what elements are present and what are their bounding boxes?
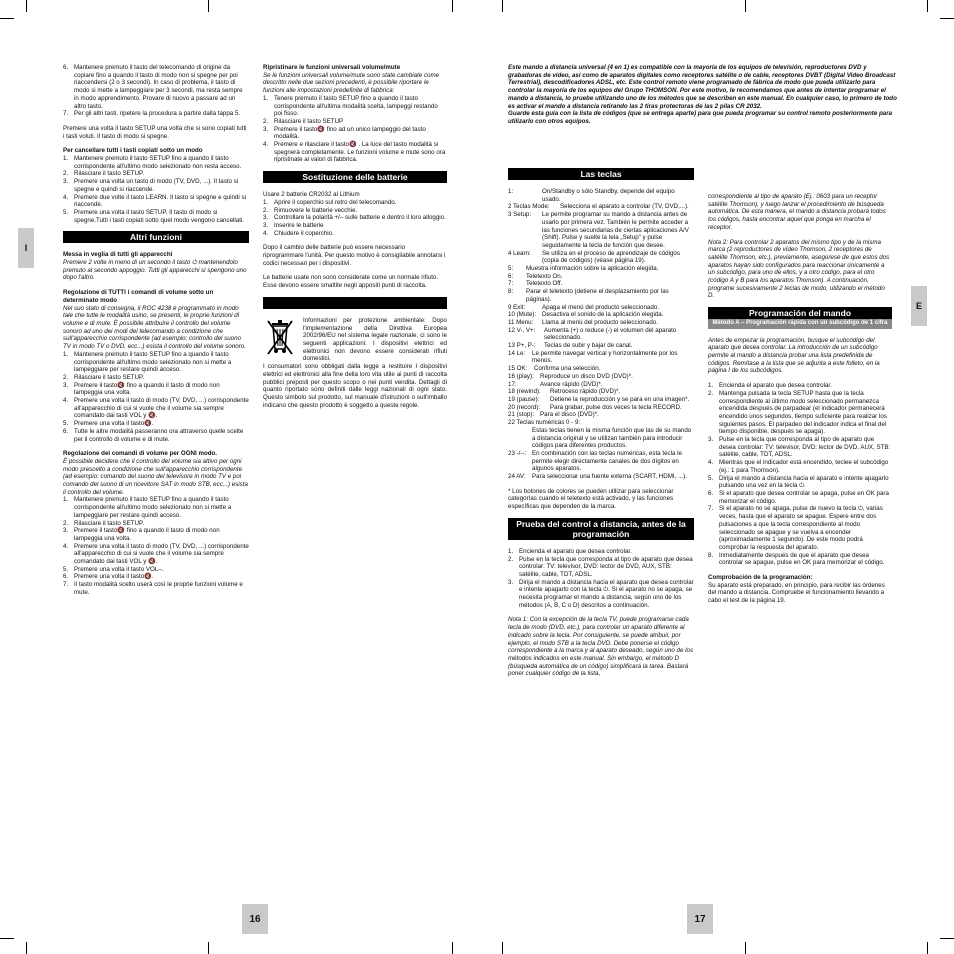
- battery-steps-list: [263, 199, 447, 238]
- crop-mark: [940, 18, 954, 19]
- paragraph: Antes de empezar la programación, busque el subcódigo del aparato que desea controlar. La introducción de un subcódigo permite al mando a distancia probar una lista predefinida de códigos. Remítase a la lista que se adjunta a este folleto, en la página I de los subcódigos.: [708, 336, 880, 375]
- weee-text-top: Informazioni per protezione ambientale: Dopo l'implementazione della Direttiva Europea 2002/96/EU nel sistema legale nazionale, ci sono le seguenti applicazioni: I dispositivi elettrici ed elettronici non devono essere considerati rifiuti domestici.: [303, 316, 447, 363]
- list-item: 3. Dirija el mando a distancia hacia el aparato que desea controlar e intente apagarlo con la tecla ⏻. Si el aparato no se apaga, se necesita programar el mando a distancia, según uno de los métodos (A, B, C o D) descritos a continuación.: [508, 578, 694, 609]
- crop-mark: [0, 18, 14, 19]
- learn-steps-list: [63, 64, 249, 118]
- page-number: 16: [242, 904, 268, 934]
- right-page: [477, 0, 954, 954]
- crop-mark: [502, 0, 503, 12]
- list-item: 1. Mantenere premuto il tasto SETUP fino a quando il tasto corrispondente all'ultimo modo selezionato non si mette a lampeggiare per restare quindi acceso.: [63, 496, 232, 519]
- footnote: * Los botones de colores se pueden utilizar para seleccionar categorías cuando el teletexto está activado, y las funciones específicas que dependen de la marca.: [508, 487, 674, 511]
- list-item: 4. Mientras que el indicador está encendido, teclee el subcódigo (ej.: 1 para Thomson).: [708, 459, 889, 474]
- section-header-batterie: Sostituzione delle batterie: [263, 171, 447, 183]
- list-item: 6. Tutte le altre modalità passeranno ora attraverso quelle scelte per il controllo di volume e di mute.: [63, 427, 244, 443]
- paragraph: Usare 2 batterie CR2032 al Lithium: [263, 191, 360, 199]
- key-row: 22 Teclas numéricas 0 - 9: Estas teclas tienen la misma función que las de su mando a distancia original y se utilizan también para introducir códigos para diferentes productos.: [508, 419, 692, 450]
- list-item: 6. Premere una volta il tasto🔇.: [63, 573, 154, 581]
- left-column-1: [63, 64, 249, 604]
- right-column-2: [708, 193, 892, 605]
- list-item: 2. Rimuovere le batterie vecchie.: [263, 206, 358, 214]
- list-item: 7. Il tasto modalità scelto userà così le proprie funzioni volume e mute.: [63, 581, 243, 596]
- section-title: Per cancellare tutti i tasti copiati sotto un modo: [63, 147, 203, 155]
- key-row: 2 Teclas Mode: Selecciona el aparato a controlar (TV, DVD,...).: [508, 203, 689, 211]
- list-item: 4. Premere e rilasciare il tasto🔇 . La luce del tasto modalità si spegnerà completamente. Le funzioni volume e mute sono ora ripristinate ai valori di fabbrica.: [263, 141, 446, 164]
- list-item: 3. Premere il tasto🔇 fino a quando il tasto di modo non lampeggia una volta.: [63, 527, 220, 542]
- paragraph: È possibile decidere che il controllo del volume sia attivo per ogni modo prescelto a condizione che sull'apparecchio corrispondente (ad esempio: comando del suono del televisore in modo TV e poi comando del suono di un ricevitore SAT in modo STB, ecc...) esista il controllo del volume.: [63, 457, 248, 496]
- list-item: 1. Tenere premuto il tasto SETUP fino a quando il tasto corrispondente all'ultima modalità scelta, lampeggi restando poi fisso.: [263, 94, 438, 118]
- key-row: 8: Parar el teletexto (detiene el desplazamiento por las páginas).: [508, 288, 669, 303]
- list-item: 5. Premere una volta il tasto🔇.: [63, 420, 154, 428]
- list-item: 6. Si el aparato que desea controlar se apaga, pulse en OK para memorizar el código.: [708, 490, 889, 505]
- keys-list: [508, 188, 694, 481]
- list-item: 3. Premere il tasto🔇 fino ad un unico lampeggio del tasto modalità.: [263, 125, 426, 141]
- key-row: 7: Teletexto Off.: [508, 280, 563, 288]
- volume-steps-list: [63, 351, 249, 443]
- intro-paragraph: Este mando a distancia universal (4 en 1) es compatible con la mayoría de los equipos de televisión, reproductores DVD y grabadoras de vídeo, así como de aparatos digitales como receptores satélite o de cable, receptores DVBT (Digital Video Broadcast Terrestrial), descodificadores ADSL, etc. Este control remoto viene programado de fábrica de modo que pueda utilizarlo para controlar la mayoría de los equipos del Grupo THOMSON. Por este motivo, le recomendamos que antes de intentar programar el mando a distancia, lo pruebe utilizando uno de los métodos que se describen en este manual. En cualquier caso, lo primero de todo es activar el mando a distancia retirando las 2 tiras protectoras de las 2 pilas CR 2032.: [508, 64, 897, 110]
- list-item: 4. Premere due volte il tasto LEARN. Il tasto si spegne e quindi si riaccende.: [63, 193, 246, 209]
- list-item: 1. Encienda el aparato que desea controlar.: [708, 382, 832, 390]
- key-row: 5: Muestra información sobre la aplicación elegida.: [508, 265, 659, 273]
- paragraph: Premere una volta il tasto SETUP una volta che si sono copiati tutti i tasti voluti. Il tasto di modo si spegne.: [63, 124, 247, 140]
- right-column-1: [508, 168, 694, 678]
- key-row: 4 Learn: Se utiliza en el proceso de aprendizaje de códigos (copia de códigos) (véase página 19).: [508, 249, 680, 265]
- section-title: Regolazione di TUTTI i comandi di volume sotto un determinato modo: [63, 289, 214, 304]
- paragraph: Premere 2 volte in meno di un secondo il tasto ⏻ mantenendolo premuto al secondo appoggio. Tutti gli apparecchi si spengono uno dopo l'altro.: [63, 259, 247, 282]
- key-row: 15 OK: Confirma una selección.: [508, 365, 601, 373]
- note-2: Nota 2: Para controlar 2 aparatos del mismo tipo y de la misma marca (2 reproductores de vídeo Thomson, 2 receptores de satélite Thomson, etc.), previamente, asegúrese de que estos dos aparatos hayan sido configurados para reaccionar únicamente a un subcódigo, para uno de ellos, y a otro código, para el otro (código A y B para los aparatos Thomson). A continuación, programe sucesivamente 2 teclas de modo, utilizando el método D.: [708, 238, 890, 300]
- key-row: 21 (stop): Para el disco (DVD)*.: [508, 411, 599, 419]
- key-row: 19 (pause): Detiene la reproducción y se para en una imagen*.: [508, 395, 690, 403]
- section-header-blank: [263, 297, 447, 309]
- list-item: 5. Dirija el mando a distancia hacia el aparato e intente apagarlo pulsando una vez en la tecla ⏻.: [708, 474, 889, 490]
- list-item: 2. Pulse en la tecla que corresponda al tipo de aparato que desea controlar: TV: televisor, DVD: lector de DVD, AUX, STB: satélite, cable, TDT, ADSL.: [508, 555, 693, 578]
- list-item: 3. Controllare la polarità +/– sulle batterie e dentro il loro alloggio.: [263, 214, 446, 222]
- key-row: 16 (play): Reproduce un disco DVD (DVD)*.: [508, 372, 633, 380]
- key-row: 14 Le: Le permite navegar vertical y horizontalmente por los menús.: [508, 349, 678, 365]
- key-row: 17: Avance rápido (DVD)*.: [508, 380, 603, 388]
- list-item: 3. Pulse en la tecla que corresponda al tipo de aparato que desea controlar: TV: televisor, DVD: lector de DVD, AUX, STB: satélite, cable, TDT, ADSL.: [708, 436, 891, 459]
- reset-steps-list: [263, 95, 447, 164]
- key-row: 24 AV: Para seleccionar una fuente externa (SCART, HDMI, ...).: [508, 473, 687, 481]
- page-number: 17: [687, 904, 713, 934]
- test-steps-list: [508, 548, 694, 610]
- list-item: 2. Rilasciare il tasto SETUP.: [63, 373, 145, 381]
- key-row: 1: On/Standby o sólo Standby, depende del equipo usado.: [508, 188, 675, 203]
- list-item: 4. Premere una volta il tasto di modo (TV, DVD, ...) corrispondente all'apparecchio di cui si vuole che il volume sia sempre comandato dai tasti VOL y 🔇.: [63, 542, 249, 566]
- crop-mark: [26, 0, 27, 12]
- section-title: Messa in veglia di tutti gli apparecchi: [63, 251, 173, 259]
- section-title: Regolazione dei comandi di volume per OGNI modo.: [63, 450, 218, 458]
- key-row: 9 Exit: Apaga el menú del producto seleccionado.: [508, 303, 659, 311]
- crop-mark: [26, 942, 27, 954]
- list-item: 4. Chiudere il coperchio.: [263, 229, 334, 237]
- list-item: 8. Inmediatamente después de que el aparato que desea controlar se apague, pulse en OK para memorizar el código.: [708, 551, 885, 567]
- section-title: Comprobación de la programación:: [708, 574, 813, 582]
- paragraph: Su aparato está preparado, en principio, para recibir las órdenes del mando a distancia. Compruebe el funcionamiento llevando a cabo el test de la página 19.: [708, 581, 885, 605]
- section-header-altri-funzioni: Altri funzioni: [63, 231, 249, 243]
- list-item: 7. Per gli altri tasti, ripetere la procedura a partire dalla tappa 5.: [63, 110, 241, 118]
- subheader-metodo-a: Método A – Programación rápida con un subcódigo de 1 cifra: [708, 319, 892, 329]
- list-item: 3. Premere una volta un tasto di modo (TV, DVD, ...). Il tasto si spegne e quindi si riaccende.: [63, 178, 239, 193]
- crop-mark: [452, 942, 453, 954]
- volume-each-mode-steps-list: [63, 496, 249, 596]
- crop-mark: [745, 942, 746, 954]
- left-column-2: [263, 64, 447, 409]
- list-item: 1. Mantenere premuto il tasto SETUP fino a quando il tasto corrispondente all'ultimo modo selezionato non si mette a lampeggiare per restare quindi acceso.: [63, 350, 232, 374]
- weee-text-bottom: I consumatori sono obbligati dalla legge a restituire I dispositivi elettrici ed elettronici alla fine della loro vita utile ai punti di raccolta pubblici preposti per questo scopo o nei punti vendita. Dettagli di quanto riportato sono definiti dalle leggi nazionali di ogni stato. Questo simbolo sul prodotto, sul manuale d'istruzioni o sull'imballo indicano che questo prodotto è soggetto a queste regole.: [263, 363, 447, 409]
- intro-paragraph-2: Guarde esta guía con la lista de códigos (que se entrega aparte) para que pueda programar su control remoto posteriormente para utilizarlo con otros equipos.: [508, 110, 893, 125]
- key-row: 3 Setup: Le permite programar su mando a distancia antes de usarlo por primera vez. También le permite acceder a las funciones secundarias de ciertas aplicaciones A/V (Shift). Pulse y suelte la tela „Setup" y pulse seguidamente la tecla de función que desee.: [508, 211, 689, 249]
- list-item: 2. Mantenga pulsada la tecla SETUP hasta que la tecla correspondiente al último modo seleccionado permanezca encendida después de parpadear (el indicador permanecerá encendido unos segundos, tiempo suficiente para realizar los siguientes pasos. El parpadeo del indicador indica el final del tiempo disponible, después se apaga).: [708, 389, 887, 436]
- language-tab: I: [18, 228, 34, 268]
- method-a-steps-list: [708, 382, 892, 567]
- list-item: 6. Mantenere premuto il tasto del telecomando di origine da copiare fino a quando il tasto di modo non si spegne per poi riaccendersi (2 o 3 secondi). In caso di problema, il tasto di modo si mette a lampeggiare per 3 secondi, ma resta sempre in modo apprendimento. Provare di nuovo a passare ad un altro tasto.: [63, 64, 243, 110]
- section-header-teclas: Las teclas: [508, 168, 694, 180]
- note-1: Nota 1: Con la excepción de la tecla TV, puede programarse cada tecla de modo (DVD, etc.), para controlar un aparato diferente al indicado sobre la tecla. Por consiguiente, se puede atribuir, por ejemplo, el modo STB a la tecla DVD. Debe ponerse el código correspondiente a la marca y al aparato deseado, según uno de los métodos indicados en este manual. Sin embargo, el método D (búsqueda automática de un código) simplificará la tarea. Bastará poner cualquier código de la lista,: [508, 616, 694, 678]
- weee-bin-icon: [263, 317, 303, 363]
- list-item: 7. Si el aparato no se apaga, pulse de nuevo la tecla ⏻, varias veces, hasta que el aparato se apague. Espere entre dos pulsaciones a que la tecla correspondiente al modo seleccionado se apague y se vuelva a encender (aproximadamente 1 segundo). De este modo podrá comprobar la respuesta del aparato.: [708, 505, 883, 551]
- cancel-steps-list: [63, 155, 249, 224]
- list-item: 2. Rilasciare il tasto SETUP: [263, 117, 344, 125]
- note-1-continued: correspondiente al tipo de aparato (Ej.: 0603 para un receptor satélite Thomson), y luego lanzar el procedimiento de búsqueda automática. De esta manera, el mando a distancia probará todos los códigos, hasta encontrar aquel que ponga en marcha el receptor.: [708, 193, 886, 231]
- paragraph: Dopo il cambio delle batterie può essere necessario riprogrammare l'unità. Per questo motivo è consigliabile annotarsi i codici necessari per i dispositivi.: [263, 244, 446, 267]
- paragraph: Le batterie usate non sono considerate come un normale rifiuto. Esse devono essere smaltite negli appositi punti di raccolta.: [263, 274, 439, 290]
- key-row: 13 P+, P-: Teclas de subir y bajar de canal.: [508, 342, 633, 350]
- key-row: 20 (record): Para grabar, pulse dos veces la tecla RECORD.: [508, 403, 682, 411]
- key-row: 10 (Mute): Desactiva el sonido de la aplicación elegida.: [508, 311, 664, 319]
- list-item: 1. Aprire il coperchio sul retro del telecomando.: [263, 198, 397, 206]
- crop-mark: [927, 942, 928, 954]
- section-title: Ripristinare le funzioni universali volume/mute: [263, 64, 401, 71]
- crop-mark: [940, 938, 954, 939]
- list-item: 5. Premere una volta il tasto VOL–.: [63, 565, 164, 573]
- list-item: 4. Premere una volta il tasto di modo (TV, DVD, ...) corrispondente all'apparecchio di cui si vuole che il volume sia sempre comandato dai tasti VOL y 🔇.: [63, 397, 249, 420]
- key-row: 23 -/--: En combinación con las teclas numéricas, esta tecla le permite elegir directamente canales de dos dígitos en algunos aparatos.: [508, 449, 682, 473]
- crop-mark: [927, 0, 928, 12]
- crop-mark: [452, 0, 453, 12]
- intro-block: [508, 64, 900, 126]
- crop-mark: [208, 942, 209, 954]
- paragraph: Nel suo stato di consegna, il ROC 4238 è programmato in modo tale che tutte le modalità usino, se presenti, le proprie funzioni di volume e di mute. È possibile attribuire il controllo del volume sonoro ad uno dei modi del telecomando a condizione che sull'apparecchio corrispondente (ad esempio: controllo del suono TV in modo TV o DVD, ecc...) esista il controllo del volume sonoro.: [63, 304, 246, 351]
- key-row: 12 V-, V+: Aumenta (+) o reduce (-) el volumen del aparato seleccionado.: [508, 326, 677, 342]
- crop-mark: [502, 942, 503, 954]
- key-row: 6: Teletexto On.: [508, 272, 563, 280]
- list-item: 2. Rilasciare il tasto SETUP.: [63, 170, 145, 178]
- crop-mark: [208, 0, 209, 12]
- key-row: 11 Menu: Llama al menú del producto seleccionado.: [508, 318, 658, 326]
- section-header-programacion: Programación del mando: [708, 307, 892, 319]
- crop-mark: [745, 0, 746, 12]
- section-header-prueba: Prueba del control a distancia, antes de la programación: [508, 518, 694, 540]
- list-item: 1. Encienda el aparato que desea controlar.: [508, 547, 632, 555]
- list-item: 3. Inserire le batterie: [263, 221, 324, 229]
- list-item: 1. Mantenere premuto il tasto SETUP fino a quando il tasto corrispondente all'ultimo modo selezionato non resta acceso.: [63, 155, 242, 170]
- paragraph: Se le funzioni universali volume/mute sono state cambiate come descritto nelle due sezioni precedenti, è possibile riportare le funzioni alle impostazioni predefinite di fabbrica:: [263, 71, 440, 95]
- list-item: 5. Premere una volta il tasto SETUP. Il tasto di modo si spegne.Tutti i tasti copiati sotto quel modo vengono cancellati.: [63, 208, 245, 224]
- weee-block: [263, 317, 447, 363]
- language-tab: E: [911, 286, 927, 326]
- list-item: 3. Premere il tasto🔇 fino a quando il tasto di modo non lampeggia una volta.: [63, 381, 220, 397]
- list-item: 2. Rilasciare il tasto SETUP.: [63, 519, 145, 527]
- crop-mark: [0, 938, 14, 939]
- key-row: 18 (rewind): Retroceso rápido (DVD)*.: [508, 388, 621, 396]
